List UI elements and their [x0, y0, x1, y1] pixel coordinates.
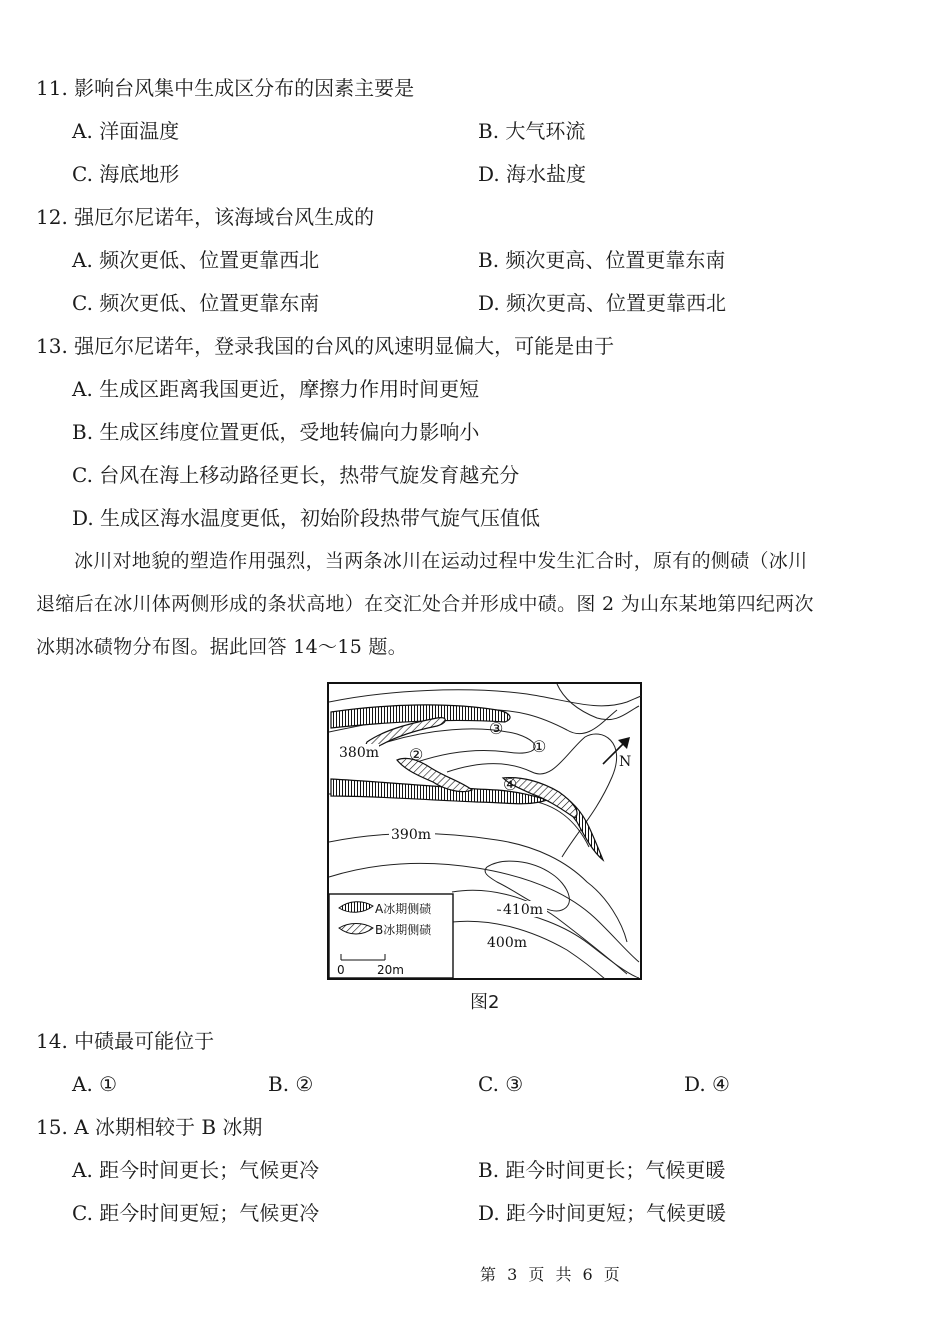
question-12-option-c[interactable]: C. 频次更低、位置更靠东南: [72, 291, 320, 315]
figure-caption: 图2: [470, 992, 500, 1013]
legend-label-b: B冰期侧碛: [375, 923, 432, 937]
marker-1: ①: [532, 737, 547, 756]
north-label: N: [619, 754, 632, 770]
marker-3: ③: [489, 719, 504, 738]
passage-line-2: 退缩后在冰川体两侧形成的条状高地）在交汇处合并形成中碛。图 2 为山东某地第四纪两次: [36, 593, 814, 615]
question-12-option-a[interactable]: A. 频次更低、位置更靠西北: [72, 248, 320, 272]
passage-line-3: 冰期冰碛物分布图。据此回答 14～15 题。: [36, 636, 408, 658]
question-15-option-b[interactable]: B. 距今时间更长；气候更暖: [478, 1158, 726, 1182]
question-12-stem: 12. 强厄尔尼诺年，该海域台风生成的: [36, 205, 375, 229]
question-11-stem: 11. 影响台风集中生成区分布的因素主要是: [36, 76, 415, 100]
question-14-option-c[interactable]: C. ③: [478, 1072, 524, 1096]
question-15-option-c[interactable]: C. 距今时间更短；气候更冷: [72, 1201, 320, 1225]
passage: [36, 540, 916, 669]
marker-2: ②: [409, 745, 424, 764]
question-15-option-a[interactable]: A. 距今时间更长；气候更冷: [72, 1158, 320, 1182]
question-14-option-a[interactable]: A. ①: [72, 1072, 118, 1096]
question-11-option-a[interactable]: A. 洋面温度: [72, 119, 180, 143]
question-14-stem: 14. 中碛最可能位于: [36, 1029, 215, 1053]
scale-length: 20m: [377, 963, 404, 977]
question-13-option-d[interactable]: D. 生成区海水温度更低，初始阶段热带气旋气压值低: [72, 506, 541, 530]
question-11-option-d[interactable]: D. 海水盐度: [478, 162, 587, 186]
contour-label-390: 390m: [391, 827, 431, 843]
legend-label-a: A冰期侧碛: [375, 902, 432, 916]
scale-zero: 0: [337, 963, 345, 977]
map-legend: [329, 894, 453, 978]
question-13-stem: 13. 强厄尔尼诺年，登录我国的台风的风速明显偏大，可能是由于: [36, 334, 615, 358]
question-13-option-a[interactable]: A. 生成区距离我国更近，摩擦力作用时间更短: [72, 377, 480, 401]
question-11-option-c[interactable]: C. 海底地形: [72, 162, 180, 186]
question-12-option-d[interactable]: D. 频次更高、位置更靠西北: [478, 291, 727, 315]
contour-label-380: 380m: [339, 745, 379, 761]
question-13-option-b[interactable]: B. 生成区纬度位置更低，受地转偏向力影响小: [72, 420, 480, 444]
question-14-option-b[interactable]: B. ②: [268, 1072, 314, 1096]
page-number: 第 3 页 共 6 页: [480, 1265, 623, 1284]
question-13-option-c[interactable]: C. 台风在海上移动路径更长，热带气旋发育越充分: [72, 463, 520, 487]
moraine-contour-map: [327, 682, 642, 980]
question-11-option-b[interactable]: B. 大气环流: [478, 119, 586, 143]
contour-label-410: 410m: [503, 902, 543, 918]
marker-4: ④: [503, 775, 518, 794]
question-14-option-d[interactable]: D. ④: [684, 1072, 730, 1096]
passage-line-1: 冰川对地貌的塑造作用强烈，当两条冰川在运动过程中发生汇合时，原有的侧碛（冰川: [74, 550, 808, 572]
question-15-option-d[interactable]: D. 距今时间更短；气候更暖: [478, 1201, 727, 1225]
question-15-stem: 15. A 冰期相较于 B 冰期: [36, 1115, 263, 1139]
contour-label-400: 400m: [487, 935, 527, 951]
question-12-option-b[interactable]: B. 频次更高、位置更靠东南: [478, 248, 726, 272]
